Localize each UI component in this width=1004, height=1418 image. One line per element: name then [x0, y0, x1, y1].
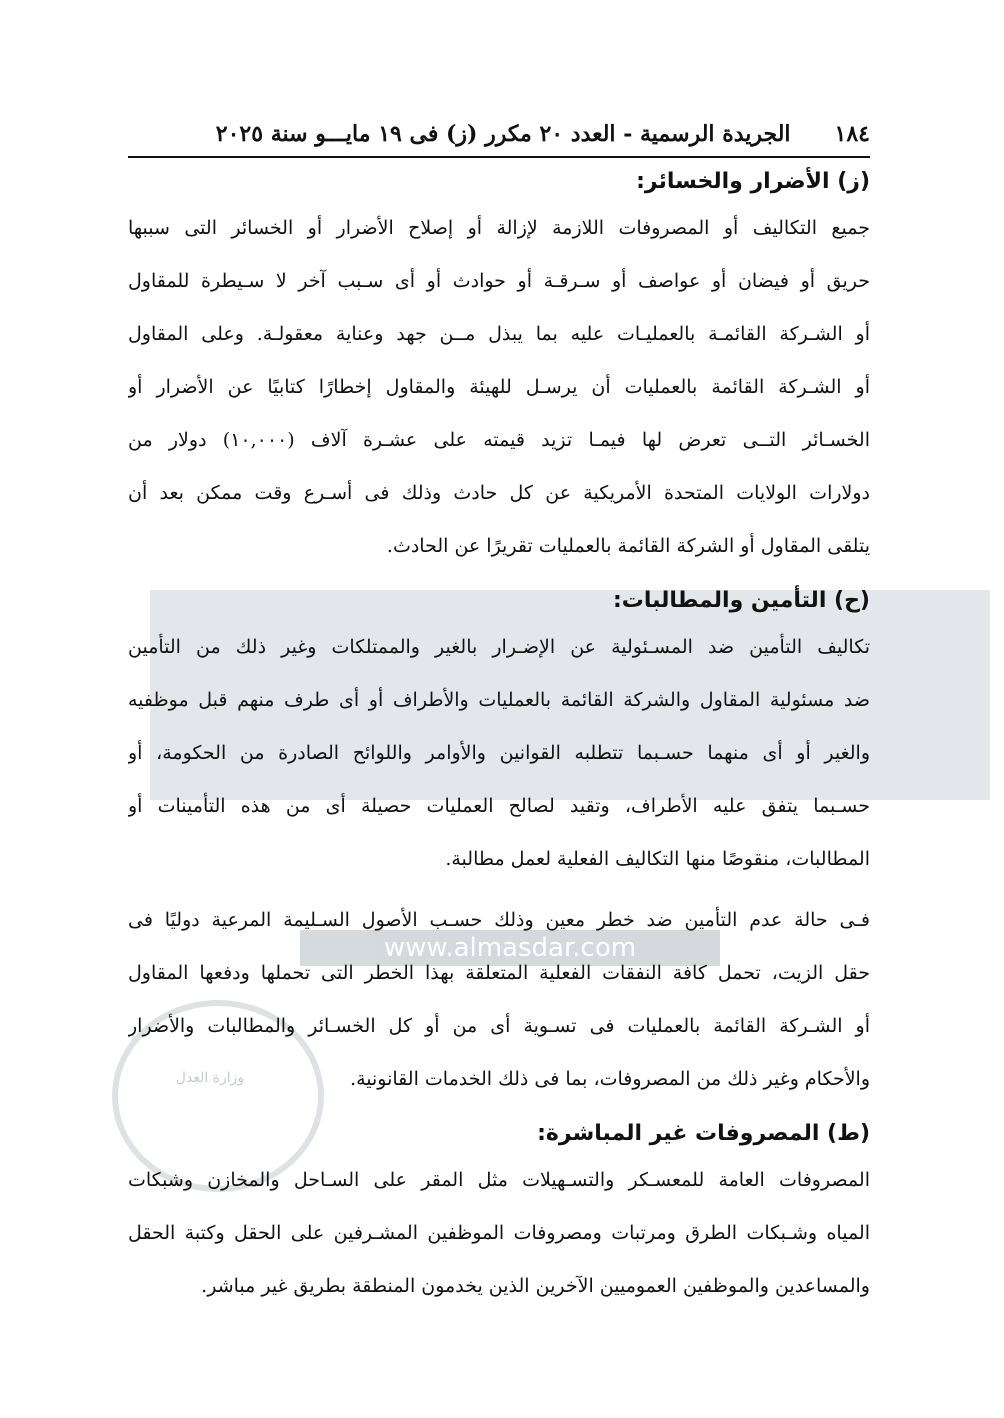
- paragraph: [128, 202, 870, 573]
- text-line: تكاليف التأمين ضد المسـئولية عن الإضـرار بالغير والممتلكات وغير ذلك من التأمين: [128, 636, 870, 658]
- document-body: [128, 162, 870, 1321]
- text-line: الخسـائر التــى تعرض لها فيمـا تزيد قيمته على عشـرة آلاف (١٠,٠٠٠) دولار من: [128, 429, 870, 451]
- paragraph: [128, 894, 870, 1106]
- seal-text: وزارة العدل: [175, 1070, 245, 1086]
- text-line: فـى حالة عدم التأمين ضد خطر معين وذلك حسـب الأصول السـليمة المرعية دوليًا فى: [128, 909, 870, 931]
- text-line: حسـبما يتفق عليه الأطراف، وتقيد لصالح العمليات حصيلة أى من هذه التأمينات أو: [128, 795, 870, 817]
- text-line: حريق أو فيضان أو عواصف أو سـرقـة أو حوادث أو أى سـبب آخر لا سـيطرة للمقاول: [128, 270, 870, 292]
- text-line: جميع التكاليف أو المصروفات اللازمة لإزالة أو إصلاح الأضرار أو الخسائر التى سببها: [128, 217, 870, 239]
- text-line: المطالبات، منقوصًا منها التكاليف الفعلية لعمل مطالبة.: [445, 848, 870, 870]
- gazette-title: الجريدة الرسمية - العدد ٢٠ مكرر (ز) فى ١٩ مايـــو سنة ٢٠٢٥: [215, 121, 791, 147]
- section-heading: (ط) المصروفات غير المباشرة:: [537, 1121, 870, 1146]
- text-line: دولارات الولايات المتحدة الأمريكية عن كل حادث وذلك فى أسـرع وقت ممكن بعد أن: [128, 482, 870, 504]
- text-line: أو الشـركة القائمة بالعمليات أن يرسـل للهيئة والمقاول إخطارًا كتابيًا عن الأضرار أو: [128, 376, 870, 398]
- text-line: المياه وشـبكات الطرق ومرتبات ومصروفات الموظفين المشـرفين على الحقل وكتبة الحقل: [128, 1222, 870, 1244]
- page-header: [128, 112, 870, 158]
- text-line: المصروفات العامة للمعسـكر والتسـهيلات مثل المقر على السـاحل والمخازن وشبكات: [128, 1169, 870, 1191]
- page-number: ١٨٤: [834, 121, 870, 147]
- paragraph: [128, 621, 870, 886]
- watermark-url: www.almasdar.com: [300, 930, 720, 966]
- text-line: حقل الزيت، تحمل كافة النفقات الفعلية المتعلقة بهذا الخطر التى تحملها ودفعها المقاول: [128, 962, 870, 984]
- text-line: ضد مسئولية المقاول والشركة القائمة بالعمليات والأطراف أو أى طرف منهم قبل موظفيه: [128, 689, 870, 711]
- paragraph: [128, 1154, 870, 1313]
- text-line: والمساعدين والموظفين العموميين الآخرين الذين يخدمون المنطقة بطريق غير مباشر.: [201, 1275, 870, 1297]
- section-heading: (ح) التأمين والمطالبات:: [612, 588, 870, 613]
- text-line: والغير أو أى منهما حسـبما تتطلبه القوانين والأوامر واللوائح الصادرة من الحكومة، أو: [128, 742, 870, 764]
- text-line: أو الشـركة القائمة بالعمليات فى تسـوية أى من أو كل الخسـائر والمطالبات والأضرار: [128, 1015, 870, 1037]
- text-line: يتلقى المقاول أو الشركة القائمة بالعمليات تقريرًا عن الحادث.: [386, 535, 870, 557]
- text-line: والأحكام وغير ذلك من المصروفات، بما فى ذلك الخدمات القانونية.: [350, 1068, 870, 1090]
- section-heading: (ز) الأضرار والخسائر:: [636, 169, 870, 194]
- text-line: أو الشـركة القائمـة بالعمليـات عليه بما يبذل مــن جهد وعناية معقولـة. وعلى المقاول: [128, 323, 870, 345]
